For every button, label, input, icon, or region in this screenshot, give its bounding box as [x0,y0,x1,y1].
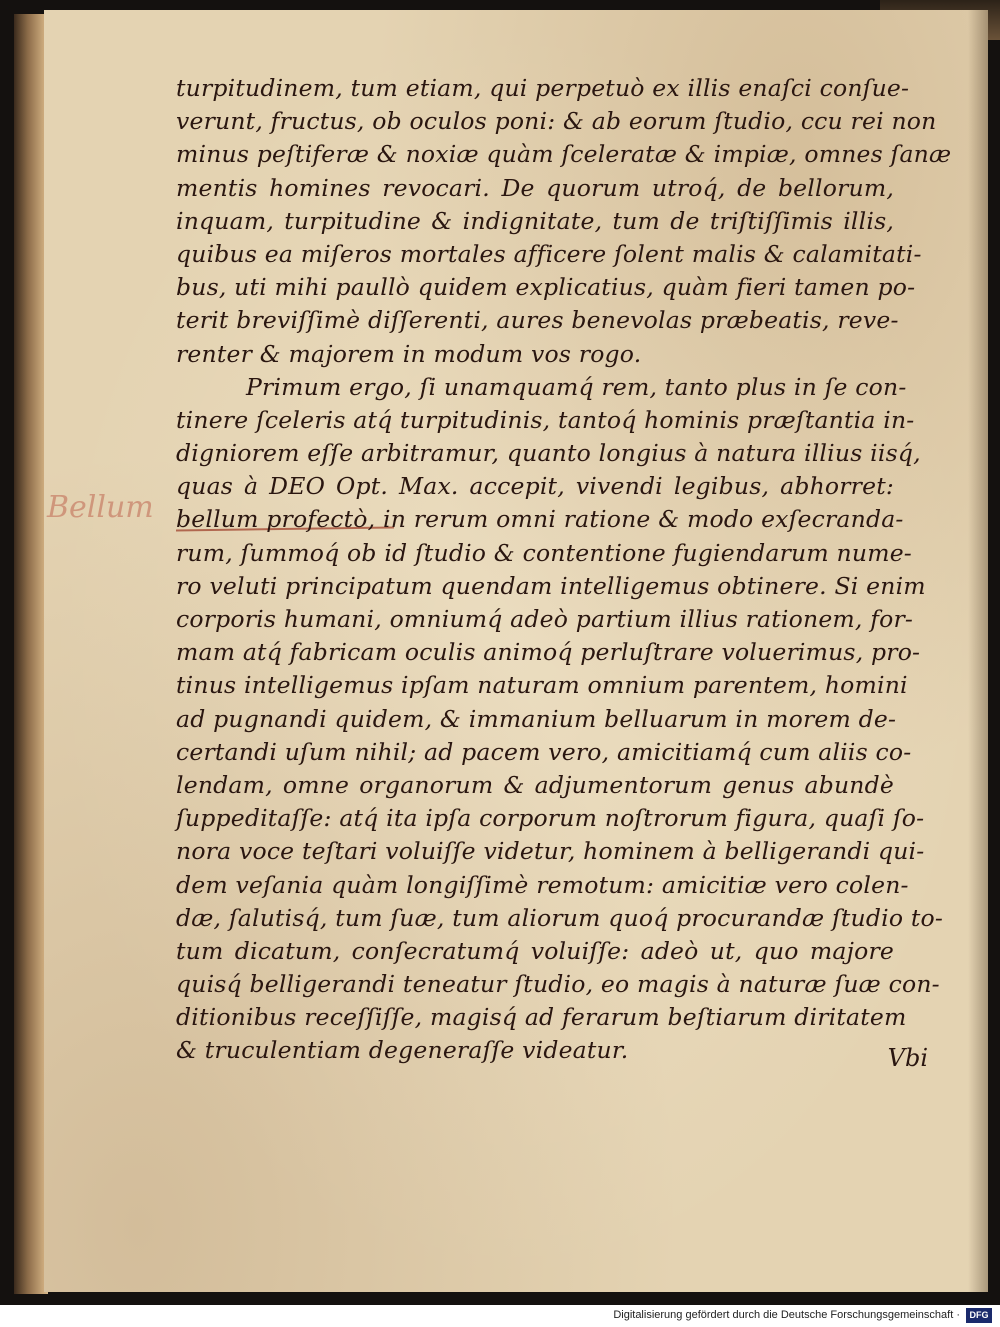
text-line: quibus ea miſeros mortales afficere ſolent malis & calamitati- [176,239,922,268]
text-line: Primum ergo, ſi unamquamq́ rem, tanto plus in ſe con- [246,372,907,401]
text-line: nora voce teſtari voluiſſe videtur, hominem à belligerandi qui- [176,837,925,866]
text-line: ſuppeditaſſe: atq́ ita ipſa corporum noſtrorum figura, quaſi ſo- [176,804,925,833]
text-line: ad pugnandi quidem, & immanium belluarum in morem de- [176,704,897,733]
text-line: bellum profectò, in rerum omni ratione & modo exſecranda- [176,505,904,534]
page-gutter-shadow [968,10,988,1292]
text-line: digniorem eſſe arbitramur, quanto longius à natura illius iisq́, [176,439,921,468]
text-line: rum, ſummoq́ ob id ſtudio & contentione fugiendarum nume- [176,538,912,567]
text-line: dem veſania quàm longiſſimè remotum: amicitiæ vero colen- [176,870,909,899]
book-edge-left [14,14,48,1294]
text-line: turpitudinem, tum etiam, qui perpetuò ex illis enaſci conſue- [176,74,910,102]
text-line: tum dicatum, conſecratumq́ voluiſſe: adeò ut, quo majore [176,936,894,965]
text-line: ditionibus receſſiſſe, magisq́ ad ferarum beſtiarum diritatem [176,1003,907,1032]
digitization-footer [0,1305,1000,1327]
text-line: ro veluti principatum quendam intelligemus obtinere. Si enim [176,571,926,600]
footer-credit: Digitalisierung gefördert durch die Deutsche Forschungsgemeinschaft · [613,1309,960,1321]
dfg-logo: DFG [966,1308,992,1323]
text-line: mam atq́ fabricam oculis animoq́ perluſtrare voluerimus, pro- [176,638,921,667]
text-line: tinere ſceleris atq́ turpitudinis, tantoq́ hominis præſtantia in- [176,405,915,434]
text-line: & truculentiam degeneraſſe videatur. [176,1036,629,1065]
text-line: quas à DEO Opt. Max. accepit, vivendi legibus, abhorret: [176,472,894,501]
text-line: verunt, fructus, ob oculos poni: & ab eorum ſtudio, ccu rei non [176,107,937,136]
catchword: Vbi [887,1044,928,1072]
text-line: mentis homines revocari. De quorum utroq́, de bellorum, [176,173,894,202]
text-line: dæ, ſalutisq́, tum ſuæ, tum aliorum quoq́ procurandæ ſtudio to- [176,903,943,932]
text-line: bus, uti mihi paullò quidem explicatius, quàm fieri tamen po- [176,273,916,302]
text-line: lendam, omne organorum & adjumentorum genus abundè [176,770,894,799]
margin-annotation: Bellum [47,490,154,525]
text-line: minus peſtiferæ & noxiæ quàm ſceleratæ & impiæ, omnes ſanæ [176,140,952,169]
text-line: inquam, turpitudine & indignitate, tum de triſtiſſimis illis, [176,206,894,235]
text-line: quisq́ belligerandi teneatur ſtudio, eo magis à naturæ ſuæ con- [176,970,940,999]
text-line: terit breviſſimè diſſerenti, aures benevolas præbeatis, reve- [176,306,899,335]
text-line: tinus intelligemus ipſam naturam omnium parentem, homini [176,671,908,700]
text-line: renter & majorem in modum vos rogo. [176,339,642,368]
text-line: corporis humani, omniumq́ adeò partium illius rationem, for- [176,605,914,633]
text-line: certandi uſum nihil; ad pacem vero, amicitiamq́ cum aliis co- [176,737,912,766]
